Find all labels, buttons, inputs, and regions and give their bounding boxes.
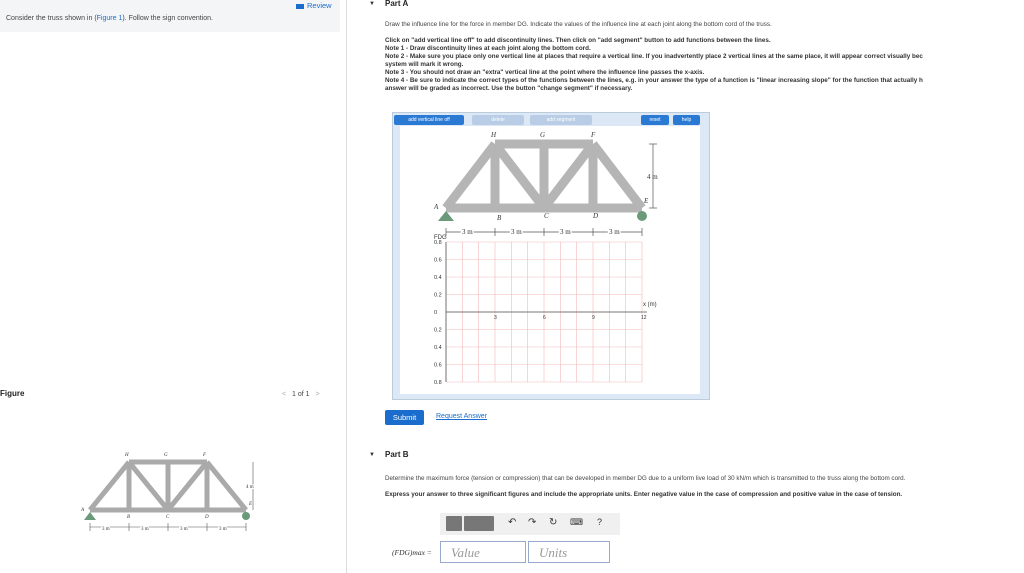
y-tick-label: 0.4 xyxy=(434,275,442,281)
add-segment-label: add segment xyxy=(546,117,576,123)
add-segment-button[interactable] xyxy=(530,115,592,125)
y-tick-label: 0 xyxy=(434,310,438,316)
tool-node-label: F xyxy=(591,131,596,139)
tool-node-label: A xyxy=(434,203,439,211)
part-a-note: Note 3 - You should not draw an "extra" vertical line at the point where the influence line passes the x-axis. xyxy=(385,69,705,76)
panel-divider xyxy=(346,0,347,573)
tool-span-label: 3 m xyxy=(609,228,620,236)
node-label: H xyxy=(125,453,129,458)
x-tick-label: 3 xyxy=(494,315,497,321)
tool-truss-members xyxy=(446,144,642,208)
part-b-collapse-toggle[interactable]: ▼ xyxy=(369,452,375,458)
tool-height-label: 4 m xyxy=(647,173,658,181)
span-label: 3 m xyxy=(102,527,110,532)
y-tick-label: 0.8 xyxy=(434,240,442,246)
y-tick-label: 0.2 xyxy=(434,292,442,299)
part-a-title: Part A xyxy=(385,0,409,8)
help-label: help xyxy=(681,117,692,123)
node-label: C xyxy=(166,515,170,520)
x-tick-label: 6 xyxy=(543,315,546,321)
node-label: E xyxy=(249,502,253,507)
help-button[interactable] xyxy=(673,115,700,125)
keyboard-icon[interactable]: ⌨ xyxy=(570,517,583,527)
add-vertical-line-button[interactable] xyxy=(394,115,464,125)
node-label: G xyxy=(164,453,168,458)
value-input[interactable]: Value xyxy=(440,541,526,563)
tool-span-label: 3 m xyxy=(560,228,571,236)
undo-icon[interactable]: ↶ xyxy=(508,517,517,528)
roller-support-icon xyxy=(242,512,250,520)
node-label: A xyxy=(81,508,85,513)
plot-y-ticks xyxy=(434,240,442,386)
figure-heading: Figure xyxy=(0,389,25,398)
plot-y-label: FDG xyxy=(434,235,447,241)
pin-support-icon xyxy=(84,512,96,520)
part-a-instruction: Click on "add vertical line off" to add discontinuity lines. Then click on "add segment" button to add functions between the lines. xyxy=(385,37,771,44)
problem-prompt xyxy=(6,15,213,22)
redo-icon[interactable]: ↷ xyxy=(528,517,537,528)
tool-roller-support-icon xyxy=(637,211,647,221)
part-a-intro: Draw the influence line for the force in member DG. Indicate the values of the influence line at each joint along the bottom cord of the truss. xyxy=(385,21,772,28)
prompt-text-pre: Consider the truss shown in ( xyxy=(6,15,97,22)
reset-label: reset xyxy=(649,117,661,123)
tool-node-label: B xyxy=(497,214,502,222)
delete-button[interactable] xyxy=(472,115,524,125)
units-template-icon[interactable] xyxy=(478,516,494,531)
reset-icon[interactable]: ↻ xyxy=(549,517,558,528)
reset-button[interactable] xyxy=(641,115,669,125)
tool-span-label: 3 m xyxy=(511,228,522,236)
x-tick-label: 9 xyxy=(592,315,595,321)
truss-members xyxy=(90,462,246,510)
left-panel xyxy=(0,0,340,573)
pager-prev-button[interactable]: < xyxy=(282,391,287,398)
span-label: 3 m xyxy=(141,527,149,532)
review-icon xyxy=(296,4,304,9)
part-a-note: Note 1 - Draw discontinuity lines at each joint along the bottom cord. xyxy=(385,45,591,52)
node-label: F xyxy=(203,453,207,458)
y-tick-label: 0.8 xyxy=(434,380,442,386)
node-label: B xyxy=(127,515,131,520)
figure-link[interactable]: Figure 1 xyxy=(96,15,123,22)
submit-button[interactable]: Submit xyxy=(385,410,424,425)
result-label: (FDG)max = xyxy=(392,548,432,557)
tool-node-label: H xyxy=(491,131,497,139)
figure-pager xyxy=(282,391,320,398)
request-answer-link[interactable]: Request Answer xyxy=(436,413,487,420)
node-label: D xyxy=(205,515,209,520)
units-input[interactable]: Units xyxy=(528,541,610,563)
y-tick-label: 0.6 xyxy=(434,362,442,369)
y-tick-label: 0.4 xyxy=(434,345,442,351)
span-label: 3 m xyxy=(219,527,227,532)
review-label: Review xyxy=(307,1,332,10)
delete-label: delete xyxy=(491,117,505,123)
tool-node-label: C xyxy=(544,212,549,220)
part-a-note: answer will be graded as incorrect. Use the button "change segment" if necessary. xyxy=(385,85,633,92)
pager-next-button[interactable]: > xyxy=(315,391,320,398)
part-b-express: Express your answer to three significant figures and include the appropriate units. Enter negative value in the case of compression and positive value in the case of tension. xyxy=(385,491,903,498)
span-label: 3 m xyxy=(180,527,188,532)
part-b-title: Part B xyxy=(385,450,409,459)
part-a-note: Note 2 - Make sure you place only one vertical line at places that require a vertical line. If you inadvertently place 2 vertical lines at the same place, it will appear correct visually bec xyxy=(385,53,923,60)
truss-figure xyxy=(80,448,260,538)
part-a-collapse-toggle[interactable]: ▼ xyxy=(369,1,375,7)
height-label: 4 m xyxy=(246,485,254,490)
plot-x-ticks xyxy=(494,315,647,321)
y-tick-label: 0.6 xyxy=(434,257,442,264)
add-vertical-line-label: add vertical line off xyxy=(408,117,450,123)
tool-span-label: 3 m xyxy=(462,228,473,236)
help-icon[interactable]: ? xyxy=(597,517,603,527)
drawing-canvas-content xyxy=(400,126,700,394)
review-link[interactable] xyxy=(296,1,332,10)
tool-node-label: D xyxy=(593,212,599,220)
template-icon[interactable] xyxy=(446,516,462,531)
pager-count: 1 of 1 xyxy=(292,391,310,398)
tool-node-label: G xyxy=(540,131,546,139)
part-a-note: Note 4 - Be sure to indicate the correct types of the functions between the lines, e.g. in your answer the type of a function is "linear increasing slope" for the function that actually h xyxy=(385,77,923,84)
part-a-note: system will mark it wrong. xyxy=(385,61,464,68)
x-tick-label: 12 xyxy=(641,315,647,321)
prompt-text-post: ). Follow the sign convention. xyxy=(122,15,214,22)
tool-node-label: E xyxy=(644,197,649,205)
part-b-question: Determine the maximum force (tension or compression) that can be developed in member DG due to a uniform live load of 30 kN/m which is transmitted to the truss along the bottom cord. xyxy=(385,475,906,482)
y-tick-label: 0.2 xyxy=(434,327,442,334)
plot-x-label: x (m) xyxy=(643,302,657,308)
